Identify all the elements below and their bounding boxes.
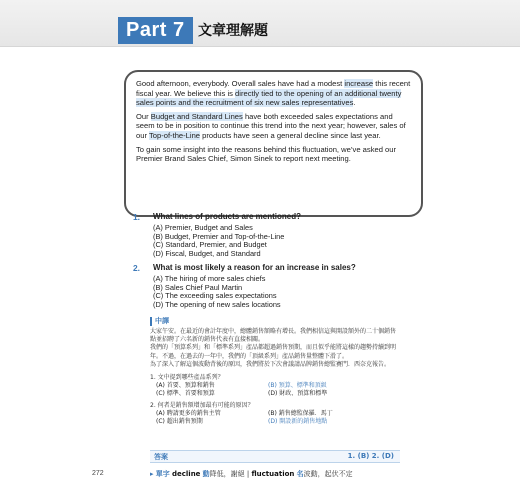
translation-option: (A) 聘請更多的銷售主管 (156, 410, 221, 418)
part-of-speech: 動 (202, 470, 210, 478)
answer-label: 答案 (154, 453, 168, 461)
vocab-separator: | (246, 470, 250, 478)
passage-paragraph-2 (136, 112, 411, 141)
option-c[interactable]: (C) Standard, Premier, and Budget (153, 240, 267, 249)
passage-box (124, 70, 423, 217)
translation-option-correct: (D) 開設新的銷售地點 (268, 418, 328, 426)
option-c[interactable]: (C) The exceeding sales expectations (153, 291, 277, 300)
answer-bar (150, 450, 400, 463)
translation-question-1: 1. 文中提到哪些產品系列？ (150, 374, 224, 382)
passage-text: products have seen a general decline since last year. (200, 130, 381, 140)
section-title: 文章理解題 (198, 23, 268, 39)
vocab-definition: 降低，謝絕 (209, 470, 245, 478)
vocab-word: decline (171, 470, 201, 478)
option-d[interactable]: (D) The opening of new sales locations (153, 299, 281, 309)
part-label: Part 7 (118, 17, 193, 44)
question-number: 2. (133, 263, 140, 273)
translation-paragraph-1: 大家午安。在最近的會計年度中，總體銷售額略有增長。我們相信這與開設額外的二十個銷售點並招聘了六名新的銷售代表有直接相關。 (150, 328, 397, 344)
option-d[interactable]: (D) Fiscal, Budget, and Standard (153, 248, 261, 258)
translation-paragraph-3: 為了深入了解這個波動背後的原因，我們將於下次會議請品牌銷售總監賽門．西奈克報告。 (150, 360, 391, 368)
translation-options-2 (150, 410, 400, 426)
question-text: What lines of products are mentioned? (153, 212, 302, 221)
answer-values: 1. (B) 2. (D) (347, 452, 394, 460)
part-of-speech: 名 (296, 470, 304, 478)
vocab-word: fluctuation (251, 470, 295, 478)
vocab-label: 單字 (155, 470, 170, 478)
passage-paragraph-3: To gain some insight into the reasons behind this fluctuation, we’ve asked our Premier Brand Sales Chief, Simon Sinek to report next meeting. (136, 144, 397, 164)
translation-option: (D) 財政、預算和標準 (268, 390, 328, 398)
option-b[interactable]: (B) Budget, Premier and Top-of-the-Line (153, 231, 285, 241)
passage-text: Our (136, 111, 151, 121)
passage-paragraph-1 (136, 79, 411, 108)
highlight-top-of-the-line: Top-of-the-Line (148, 130, 201, 140)
translation-option: (B) 銷售總監保羅．馬丁 (268, 410, 333, 418)
passage-text: have both exceeded sales expectations and seem to be in position to continue this trend into the next year; however, sales of our (136, 111, 406, 140)
translation-heading: 中譯 (150, 317, 400, 326)
question-text: What is most likely a reason for an increase in sales? (153, 263, 356, 272)
highlight-reason: directly tied to the opening of an additional twenty sales points and the recruitment of six new sales representatives (136, 88, 402, 108)
passage-text: Good afternoon, everybody. Overall sales have had a modest (136, 79, 345, 88)
passage-text: this recent fiscal year. We believe this is (136, 79, 411, 98)
option-b[interactable]: (B) Sales Chief Paul Martin (153, 282, 243, 292)
vocab-definition: 波動，起伏不定 (303, 470, 353, 478)
translation-option: (C) 超出銷售預期 (156, 418, 203, 426)
page-number: 272 (92, 470, 104, 477)
option-a[interactable]: (A) Premier, Budget and Sales (153, 223, 253, 232)
passage-text: . (353, 98, 356, 108)
translation-paragraph-2: 我們的「預算系列」和「標準系列」產品都超過銷售預期，而且似乎能將這樣的趨勢持續到明年。不過，在過去的一年中，我們的「頂級系列」產品銷售量整體下滑了。 (150, 344, 397, 360)
translation-option: (A) 首要、預算和銷售 (156, 382, 215, 390)
translation-option-correct: (B) 預算、標準和頂級 (268, 382, 327, 390)
option-a[interactable]: (A) The hiring of more sales chiefs (153, 274, 266, 283)
highlight-increase: increase (344, 79, 374, 88)
translation-options-1 (150, 382, 400, 398)
vocab-arrow-icon: ▸ (150, 470, 154, 478)
translation-section (150, 317, 400, 426)
translation-option: (C) 標準、首要和預算 (156, 390, 215, 398)
translation-question-2: 2. 何者是銷售額增加最有可能的原因？ (150, 402, 254, 410)
vocab-line (150, 469, 353, 479)
question-number: 1. (133, 212, 140, 222)
highlight-budget-standard: Budget and Standard Lines (150, 111, 243, 121)
